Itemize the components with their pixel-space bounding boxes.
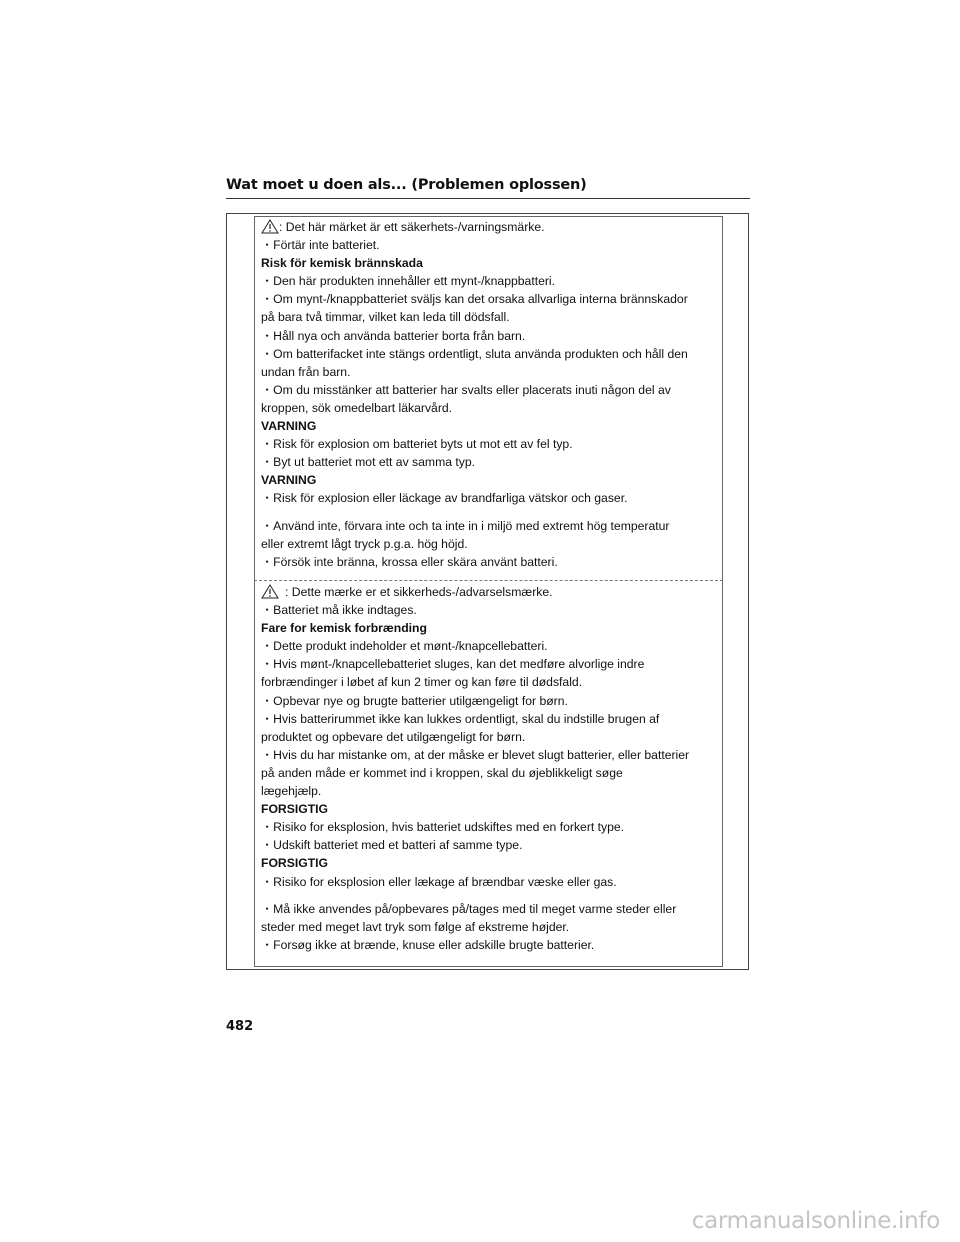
text-line: undan från barn. <box>261 364 351 379</box>
text-line: ・Opbevar nye og brugte batterier utilgængeligt for børn. <box>261 693 568 708</box>
text-line: ・Om mynt-/knappbatteriet sväljs kan det orsaka allvarliga interna brännskador <box>261 292 688 307</box>
text-line: ・Batteriet må ikke indtages. <box>261 603 417 618</box>
text-line: ・Håll nya och använda batterier borta från barn. <box>261 328 526 343</box>
text-line: ・Risk för explosion om batteriet byts ut mot ett av fel typ. <box>261 437 573 452</box>
text-line: ・Må ikke anvendes på/opbevares på/tages med til meget varme steder eller <box>261 901 677 916</box>
text-line: ・Den här produkten innehåller ett mynt-/knappbatteri. <box>261 274 556 289</box>
heading-line: VARNING <box>261 419 317 434</box>
warning-triangle-icon <box>261 219 279 234</box>
heading-line: FORSIGTIG <box>261 856 329 871</box>
warning-mark-line <box>261 218 716 236</box>
text-line: på anden måde er kommet ind i kroppen, skal du øjeblikkeligt søge <box>261 765 623 780</box>
text-line: ・Byt ut batteriet mot ett av samma typ. <box>261 455 476 470</box>
heading-line: VARNING <box>261 473 317 488</box>
paragraph-gap <box>261 508 716 517</box>
text-line: kroppen, sök omedelbart läkarvård. <box>261 400 453 415</box>
header-rule <box>226 198 750 199</box>
text-line: ・Hvis du har mistanke om, at der måske er blevet slugt batterier, eller batterier <box>261 747 690 762</box>
text-line: ・Udskift batteriet med et batteri af samme type. <box>261 838 523 853</box>
text-line: ・Risiko for eksplosion eller lækage af brændbar væske eller gas. <box>261 874 617 889</box>
text-line: ・Hvis batterirummet ikke kan lukkes ordentligt, skal du indstille brugen af <box>261 711 660 726</box>
heading-line: FORSIGTIG <box>261 802 329 817</box>
text-line: lægehjælp. <box>261 784 322 799</box>
page-header-title: Wat moet u doen als... (Problemen oplossen) <box>226 177 587 193</box>
warning-section-danish <box>261 583 716 954</box>
text-line: eller extremt lågt tryck p.g.a. hög höjd. <box>261 536 468 551</box>
warning-triangle-icon <box>261 584 279 599</box>
text-line: ・Risiko for eksplosion, hvis batteriet udskiftes med en forkert type. <box>261 820 625 835</box>
page-number: 482 <box>226 1019 254 1034</box>
text-line: ・Risk för explosion eller läckage av brandfarliga vätskor och gaser. <box>261 491 628 506</box>
text-line: ・Förtär inte batteriet. <box>261 238 380 253</box>
text-line: : Det här märket är ett säkerhets-/varningsmärke. <box>279 220 545 234</box>
section-divider <box>254 580 723 581</box>
text-line: ・Forsøg ikke at brænde, knuse eller adskille brugte batterier. <box>261 937 595 952</box>
text-line: : Dette mærke er et sikkerheds-/advarselsmærke. <box>285 585 553 599</box>
text-line: forbrændinger i løbet af kun 2 timer og kan føre til dødsfald. <box>261 675 583 690</box>
text-line: ・Försök inte bränna, krossa eller skära använt batteri. <box>261 554 558 569</box>
text-line: ・Hvis mønt-/knapcellebatteriet sluges, kan det medføre alvorlige indre <box>261 657 645 672</box>
text-line: produktet og opbevare det utilgængeligt for børn. <box>261 729 526 744</box>
text-line: steder med meget lavt tryk som følge af ekstreme højder. <box>261 919 570 934</box>
heading-line: Risk för kemisk brännskada <box>261 256 423 271</box>
warning-mark-line <box>261 583 716 601</box>
heading-line: Fare for kemisk forbrænding <box>261 621 427 636</box>
watermark: carmanualsonline.info <box>691 1208 940 1234</box>
paragraph-gap <box>261 891 716 900</box>
text-line: ・Om du misstänker att batterier har svalts eller placerats inuti någon del av <box>261 382 671 397</box>
text-line: på bara två timmar, vilket kan leda till dödsfall. <box>261 310 510 325</box>
text-line: ・Om batterifacket inte stängs ordentligt, sluta använda produkten och håll den <box>261 346 688 361</box>
text-line: ・Använd inte, förvara inte och ta inte in i miljö med extremt hög temperatur <box>261 518 670 533</box>
warning-section-swedish <box>261 218 716 571</box>
text-line: ・Dette produkt indeholder et mønt-/knapcellebatteri. <box>261 639 548 654</box>
